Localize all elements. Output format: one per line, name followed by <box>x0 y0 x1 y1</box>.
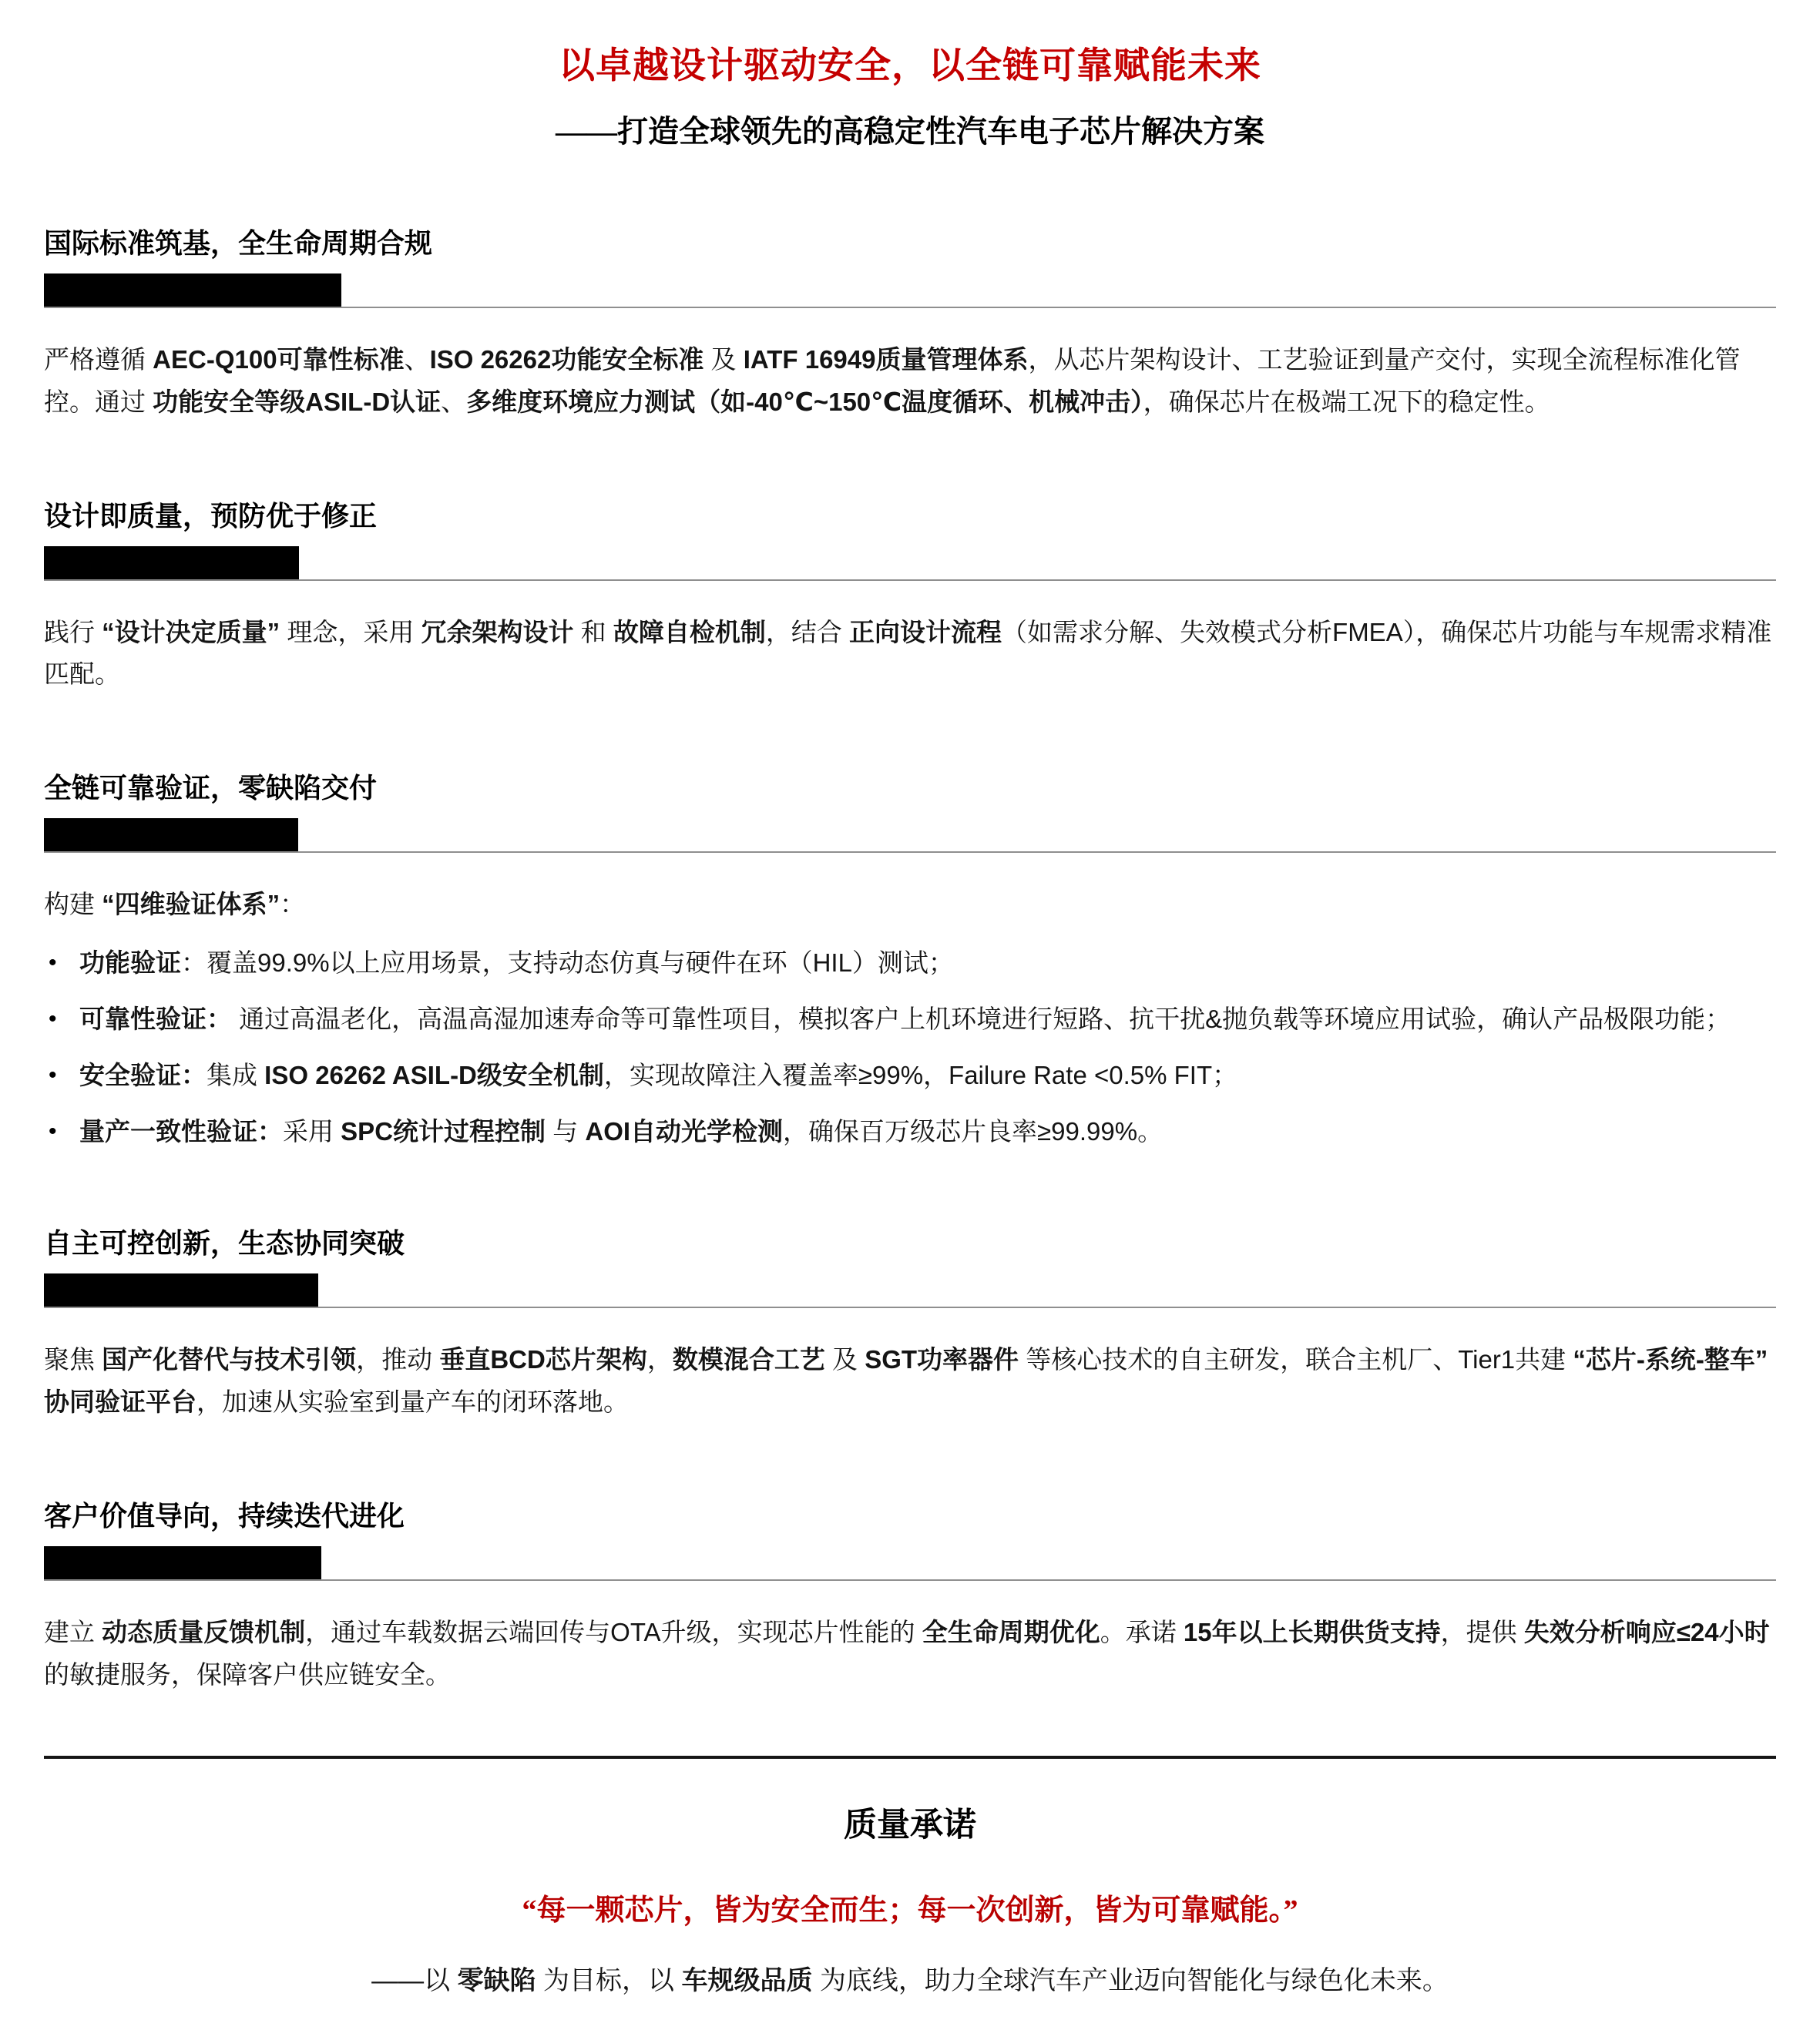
redacted-bar <box>44 546 299 579</box>
redacted-bar <box>44 818 298 851</box>
redacted-row <box>44 1546 1776 1581</box>
section-heading: 自主可控创新，生态协同突破 <box>44 1227 405 1260</box>
verification-list <box>44 943 1776 1152</box>
list-item-text: 安全验证：集成 ISO 26262 ASIL-D级安全机制，实现故障注入覆盖率≥99%，Failure Rate <0.5% FIT； <box>79 1061 1238 1090</box>
section-independent-innovation <box>44 1222 1776 1424</box>
list-item <box>49 943 1776 982</box>
bullet-icon: • <box>49 949 57 975</box>
section-customer-value <box>44 1495 1776 1696</box>
closing-statement: ——以 零缺陷 为目标，以 车规级品质 为底线，助力全球汽车产业迈向智能化与绿色化未来。 <box>371 1966 1449 1996</box>
divider-line <box>44 1756 1776 1759</box>
redacted-bar <box>44 1546 321 1579</box>
redacted-row <box>44 273 1776 308</box>
document-title: 以卓越设计驱动安全，以全链可靠赋能未来 <box>559 46 1261 86</box>
quality-commitment-quote: “每一颗芯片，皆为安全而生；每一次创新，皆为可靠赋能。” <box>522 1894 1298 1928</box>
bullet-icon: • <box>49 1005 57 1032</box>
list-item <box>49 1055 1776 1095</box>
redacted-bar <box>44 1273 318 1307</box>
section-paragraph: 严格遵循 AEC-Q100可靠性标准、ISO 26262功能安全标准 及 IATF 16949质量管理体系，从芯片架构设计、工艺验证到量产交付，实现全流程标准化管控。通过 功能安全等级ASIL-D认证、多维度环境应力测试（如-40℃~150℃温度循环、机械冲击），确保芯片在极端工况下的稳定性。 <box>44 345 1741 416</box>
section-design-quality <box>44 495 1776 696</box>
document-subtitle: ——打造全球领先的高稳定性汽车电子芯片解决方案 <box>556 114 1264 149</box>
redacted-row <box>44 818 1776 853</box>
redacted-row <box>44 546 1776 581</box>
section-paragraph: 聚焦 国产化替代与技术引领，推动 垂直BCD芯片架构，数模混合工艺 及 SGT功率器件 等核心技术的自主研发，联合主机厂、Tier1共建 “芯片-系统-整车”协同验证平台，加速从实验室到量产车的闭环落地。 <box>44 1345 1768 1417</box>
section-heading: 国际标准筑基，全生命周期合规 <box>44 227 433 259</box>
redacted-row <box>44 1273 1776 1308</box>
bullet-icon: • <box>49 1062 57 1089</box>
list-item-text: 可靠性验证： 通过高温老化，高温高湿加速寿命等可靠性项目，模拟客户上机环境进行短路、抗干扰&抛负载等环境应用试验，确认产品极限功能； <box>79 1004 1731 1033</box>
section-heading: 全链可靠验证，零缺陷交付 <box>44 772 378 804</box>
quality-commitment-heading: 质量承诺 <box>844 1807 976 1844</box>
section-paragraph: 践行 “设计决定质量” 理念，采用 冗余架构设计 和 故障自检机制，结合 正向设计流程（如需求分解、失效模式分析FMEA），确保芯片功能与车规需求精准匹配。 <box>44 617 1772 689</box>
section-heading: 设计即质量，预防优于修正 <box>44 499 378 532</box>
list-item-text: 量产一致性验证：采用 SPC统计过程控制 与 AOI自动光学检测，确保百万级芯片良率≥99.99%。 <box>79 1117 1164 1146</box>
section-heading: 客户价值导向，持续迭代进化 <box>44 1499 405 1532</box>
section-paragraph: 建立 动态质量反馈机制，通过车载数据云端回传与OTA升级，实现芯片性能的 全生命周期优化。承诺 15年以上长期供货支持，提供 失效分析响应≤24小时 的敏捷服务，保障客户供应链安全。 <box>44 1617 1770 1689</box>
section-intro: 构建 “四维验证体系”： <box>44 890 306 919</box>
redacted-bar <box>44 273 341 307</box>
bullet-icon: • <box>49 1119 57 1145</box>
list-item <box>49 1112 1776 1151</box>
list-item-text: 功能验证：覆盖99.9%以上应用场景，支持动态仿真与硬件在环（HIL）测试； <box>79 948 954 977</box>
section-international-standards <box>44 222 1776 424</box>
section-full-chain-verification <box>44 767 1776 1151</box>
list-item <box>49 999 1776 1039</box>
